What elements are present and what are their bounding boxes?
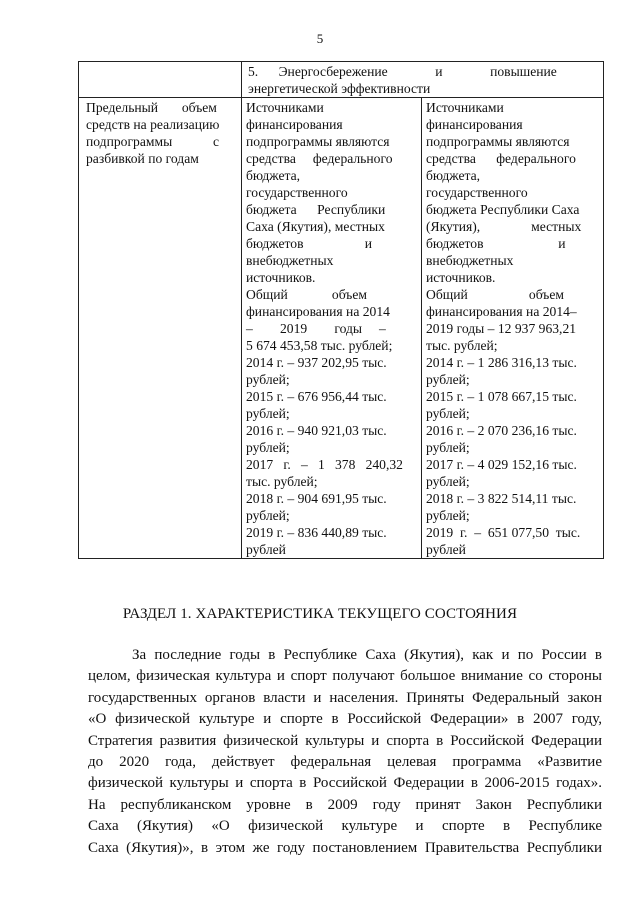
empty-cell	[79, 62, 242, 98]
funding-col2-line: 2014 г. – 937 202,95 тыс.	[246, 355, 387, 370]
funding-col2-line: Саха (Якутия), местных	[246, 219, 385, 234]
funding-col2-line: бюджета,	[246, 168, 301, 183]
section-heading: РАЗДЕЛ 1. ХАРАКТЕРИСТИКА ТЕКУЩЕГО СОСТОЯНИЯ	[122, 606, 518, 622]
funding-col2-line: финансирования на 2014	[246, 304, 390, 319]
funding-col3-line: 2015 г. – 1 078 667,15 тыс.	[426, 389, 577, 404]
subprogram-title-cell	[242, 62, 604, 98]
funding-label-line: подпрограммы с	[86, 134, 220, 149]
paragraph-line: На республиканском уровне в 2009 году принят Закон Республики	[88, 796, 602, 813]
funding-label-line: разбивкой по годам	[86, 151, 199, 166]
funding-col2-line: 2017 г. – 1 378 240,32	[246, 457, 403, 472]
funding-col2-line: рублей;	[246, 372, 290, 387]
paragraph-line: до 2020 года, действует федеральная целевая программа «Развитие	[88, 754, 602, 771]
funding-col3-line: рублей	[426, 542, 466, 557]
funding-col3-line: рублей;	[426, 508, 470, 523]
funding-col3-line: рублей;	[426, 474, 470, 489]
funding-col3-line: 2018 г. – 3 822 514,11 тыс.	[426, 491, 577, 506]
funding-col3-line: (Якутия), местных	[426, 219, 582, 234]
funding-col3-line: бюджета Республики Саха	[426, 202, 580, 217]
funding-col2-line: Общий объем	[246, 287, 367, 302]
funding-col2-line: внебюджетных	[246, 253, 334, 268]
funding-col3-line: 2019 годы – 12 937 963,21	[426, 321, 577, 336]
funding-col3-line: рублей;	[426, 406, 470, 421]
table-row-subprogram-title	[79, 62, 604, 98]
funding-col3-line: финансирования	[426, 117, 523, 132]
funding-col3-line: тыс. рублей;	[426, 338, 498, 353]
paragraph-line: целом, физическая культура и спорт получают большое внимание со стороны	[88, 668, 602, 685]
funding-col2-line: 5 674 453,58 тыс. рублей;	[246, 338, 393, 353]
funding-col2-line: источников.	[246, 270, 316, 285]
funding-col2-line: 2015 г. – 676 956,44 тыс.	[246, 389, 387, 404]
paragraph-line: Саха (Якутия) «О физической культуре и спорте в Республике	[88, 818, 602, 835]
funding-col3-line: источников.	[426, 270, 496, 285]
funding-col2-line: 2016 г. – 940 921,03 тыс.	[246, 423, 387, 438]
funding-col3-line: финансирования на 2014–	[426, 304, 577, 319]
funding-table	[78, 61, 604, 559]
paragraph-line: физической культуры и спорта в Российской Федерации в 2006-2015 годах».	[88, 775, 602, 792]
funding-col3-line: 2019 г. – 651 077,50 тыс.	[426, 525, 581, 540]
funding-col3-line: подпрограммы являются	[426, 134, 570, 149]
subprogram-title-line: энергетической эффективности	[248, 81, 431, 96]
funding-col3-line: 2014 г. – 1 286 316,13 тыс.	[426, 355, 577, 370]
funding-col2-line: рублей;	[246, 440, 290, 455]
funding-label-line: Предельный объем	[86, 100, 217, 115]
funding-col3-line: государственного	[426, 185, 528, 200]
funding-col3-line: средства федерального	[426, 151, 576, 166]
funding-col2-line: рублей;	[246, 508, 290, 523]
funding-col2-line: 2018 г. – 904 691,95 тыс.	[246, 491, 387, 506]
funding-col2-line: финансирования	[246, 117, 343, 132]
funding-col2-line: подпрограммы являются	[246, 134, 390, 149]
funding-label-line: средств на реализацию	[86, 117, 220, 132]
table-row-funding	[79, 98, 604, 559]
funding-col2-line: бюджета Республики	[246, 202, 386, 217]
funding-label-cell	[79, 98, 242, 559]
paragraph-line: государственных органов власти и населения. Приняты Федеральный закон	[88, 689, 602, 706]
funding-col2-line: рублей	[246, 542, 286, 557]
funding-col3-line: Источниками	[426, 100, 504, 115]
paragraph-line: «О физической культуре и спорте в Российской Федерации» в 2007 году,	[88, 711, 602, 728]
funding-col2-line: государственного	[246, 185, 348, 200]
funding-col2-line: 2019 г. – 836 440,89 тыс.	[246, 525, 387, 540]
funding-col3-cell	[422, 98, 604, 559]
funding-col2-line: тыс. рублей;	[246, 474, 318, 489]
paragraph-line: За последние годы в Республике Саха (Якутия), как и по России в	[132, 647, 602, 663]
funding-col3-line: рублей;	[426, 440, 470, 455]
funding-col2-line: бюджетов и	[246, 236, 372, 251]
funding-col3-line: бюджета,	[426, 168, 481, 183]
funding-col3-line: 2017 г. – 4 029 152,16 тыс.	[426, 457, 577, 472]
funding-col3-line: Общий объем	[426, 287, 564, 302]
subprogram-title-line: 5. Энергосбережение и повышение	[248, 64, 557, 79]
paragraph-line: Саха (Якутия)», в этом же году постановлением Правительства Республики	[88, 839, 602, 856]
funding-col2-line: – 2019 годы –	[246, 321, 386, 336]
body-paragraph	[88, 645, 602, 859]
funding-col3-line: внебюджетных	[426, 253, 514, 268]
funding-col2-line: Источниками	[246, 100, 324, 115]
funding-col2-cell	[242, 98, 422, 559]
paragraph-line: Стратегия развития физической культуры и спорта в Российской Федерации	[88, 732, 602, 749]
page-number: 5	[316, 31, 324, 46]
funding-col3-line: бюджетов и	[426, 236, 566, 251]
funding-col2-line: рублей;	[246, 406, 290, 421]
funding-col3-line: рублей;	[426, 372, 470, 387]
funding-col2-line: средства федерального	[246, 151, 393, 166]
funding-col3-line: 2016 г. – 2 070 236,16 тыс.	[426, 423, 577, 438]
